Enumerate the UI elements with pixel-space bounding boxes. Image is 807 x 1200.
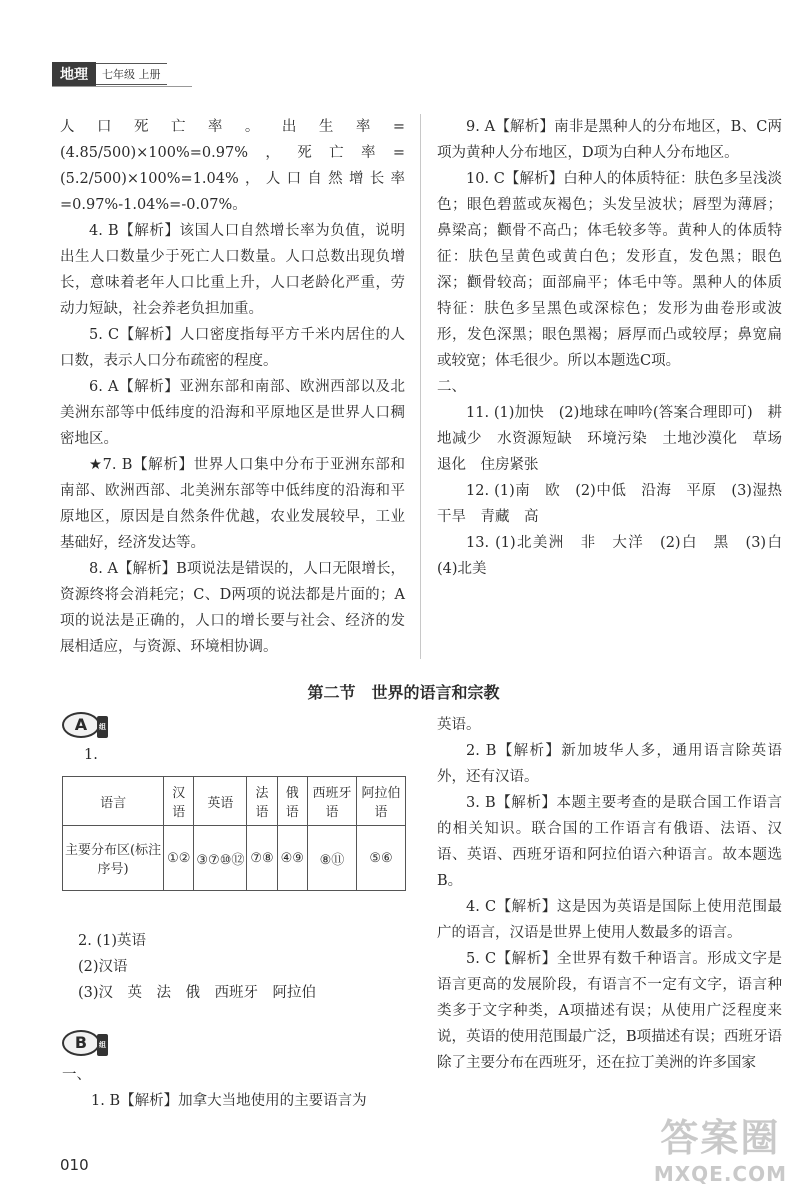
badge-letter: A [74,715,88,734]
table-cell: 英语 [194,777,247,826]
table-cell: ④⑨ [277,826,307,891]
table-cell: ①② [164,826,194,891]
badge-letter: B [74,1033,88,1052]
left-column-top [60,114,405,660]
paragraph: 5. C【解析】全世界有数千种语言。形成文字是语言更高的发展阶段，有语言不一定有文字，语言种类多于文字种类，A项描述有误；从使用广泛程度来说，英语的使用范围最广泛，B项描述有误；西班牙语除了主要分布在西班牙，还在拉丁美洲的许多国家 [437,951,782,1071]
table-header-row [63,777,406,826]
paragraph: 英语。 [437,717,481,733]
table-cell: ⑤⑥ [357,826,406,891]
paragraph: 8. A【解析】B项说法是错误的，人口无限增长，资源终将会消耗完；C、D两项的说法都是片面的；A项的说法是正确的，人口的增长要与社会、经济的发展相适应，与资源、环境相协调。 [60,561,405,655]
paragraph: 3. B【解析】本题主要考查的是联合国工作语言的相关知识。联合国的工作语言有俄语、法语、汉语、英语、西班牙语和阿拉伯语六种语言。故本题选B。 [437,795,782,889]
paragraph: 4. B【解析】该国人口自然增长率为负值，说明出生人口数量少于死亡人口数量。人口总数出现负增长，意味着老年人口比重上升，人口老龄化严重，劳动力短缺，社会养老负担加重。 [60,223,405,317]
header-grade: 七年级 上册 [96,63,167,85]
group-b-badge [62,1030,106,1056]
paragraph: 1. B【解析】加拿大当地使用的主要语言为 [91,1093,367,1109]
left-column-bottom [78,928,408,1006]
answer-line: (2)汉语 [78,959,128,975]
column-divider [420,114,421,659]
paragraph: 10. C【解析】白种人的体质特征：肤色多呈浅淡色；眼色碧蓝或灰褐色；头发呈波状；唇型为薄唇；鼻梁高；颧骨不高凸；体毛较多等。黄种人的体质特征：肤色呈黄色或黄白色；发形直，发色黑；眼色深；颧骨较高；面部扁平；体毛中等。黑种人的体质特征：肤色多呈黑色或深棕色；发形为曲卷形或波形，发色深黑；眼色黑褐；唇厚而凸或较厚；鼻宽扁或较宽；体毛很少。所以本题选C项。 [437,171,782,369]
table-cell: ⑦⑧ [247,826,277,891]
paragraph: 12. (1)南 欧 (2)中低 沿海 平原 (3)湿热 干旱 青藏 高 [437,483,797,525]
answer-line: (3)汉 英 法 俄 西班牙 阿拉伯 [78,985,317,1001]
table-cell: ⑧⑪ [307,826,356,891]
paragraph: 9. A【解析】南非是黑种人的分布地区，B、C两项为黄种人分布地区，D项为白种人分布地区。 [437,119,782,161]
section-marker: 二、 [437,379,466,395]
watermark-logo [654,1107,787,1186]
group-a-badge [62,712,106,738]
right-column-bottom [437,712,782,1076]
language-table [62,776,406,891]
answer-line: 2. (1)英语 [78,933,146,949]
paragraph: 13. (1)北美洲 非 大洋 (2)白 黑 (3)白 (4)北美 [437,535,797,577]
table-cell: 西班牙语 [307,777,356,826]
right-column-top [437,114,797,582]
left-column-bottom-2 [62,1062,407,1114]
question-label: 1. [84,747,98,763]
section-title: 第二节 世界的语言和宗教 [307,683,500,702]
table-row [63,826,406,891]
header-rule [52,86,192,87]
paragraph: 人口死亡率。出生率=(4.85/500)×100%=0.97%，死亡率=(5.2/500)×100%=1.04%，人口自然增长率=0.97%-1.04%=-0.07%。 [60,119,405,213]
table-cell: 汉语 [164,777,194,826]
table-cell: 法语 [247,777,277,826]
section-marker: 一、 [62,1067,91,1083]
running-header [52,64,167,84]
badge-tag: 组 [97,1034,108,1056]
page-number: 010 [60,1156,89,1174]
paragraph: 4. C【解析】这是因为英语是国际上使用范围最广的语言，汉语是世界上使用人数最多的语言。 [437,899,782,941]
watermark-url: MXQE.COM [653,1162,787,1186]
paragraph: ★7. B【解析】世界人口集中分布于亚洲东部和南部、欧洲西部、北美洲东部等中低纬度的沿海和平原地区，原因是自然条件优越，农业发展较早，工业基础好，经济发达等。 [60,457,405,551]
header-subject: 地理 [52,62,96,86]
table-cell: 阿拉伯语 [357,777,406,826]
paragraph: 11. (1)加快 (2)地球在呻吟(答案合理即可) 耕地减少 水资源短缺 环境污染 土地沙漠化 草场退化 住房紧张 [437,405,782,473]
badge-tag: 组 [97,716,108,738]
watermark-text: 答案圈 [660,1116,781,1160]
table-cell: 主要分布区(标注序号) [63,826,164,891]
paragraph: 5. C【解析】人口密度指每平方千米内居住的人口数，表示人口分布疏密的程度。 [60,327,405,369]
table-cell: 语言 [63,777,164,826]
paragraph: 2. B【解析】新加坡华人多，通用语言除英语外，还有汉语。 [437,743,782,785]
paragraph: 6. A【解析】亚洲东部和南部、欧洲西部以及北美洲东部等中低纬度的沿海和平原地区是世界人口稠密地区。 [60,379,405,447]
table-cell: ③⑦⑩⑫ [194,826,247,891]
table-cell: 俄语 [277,777,307,826]
